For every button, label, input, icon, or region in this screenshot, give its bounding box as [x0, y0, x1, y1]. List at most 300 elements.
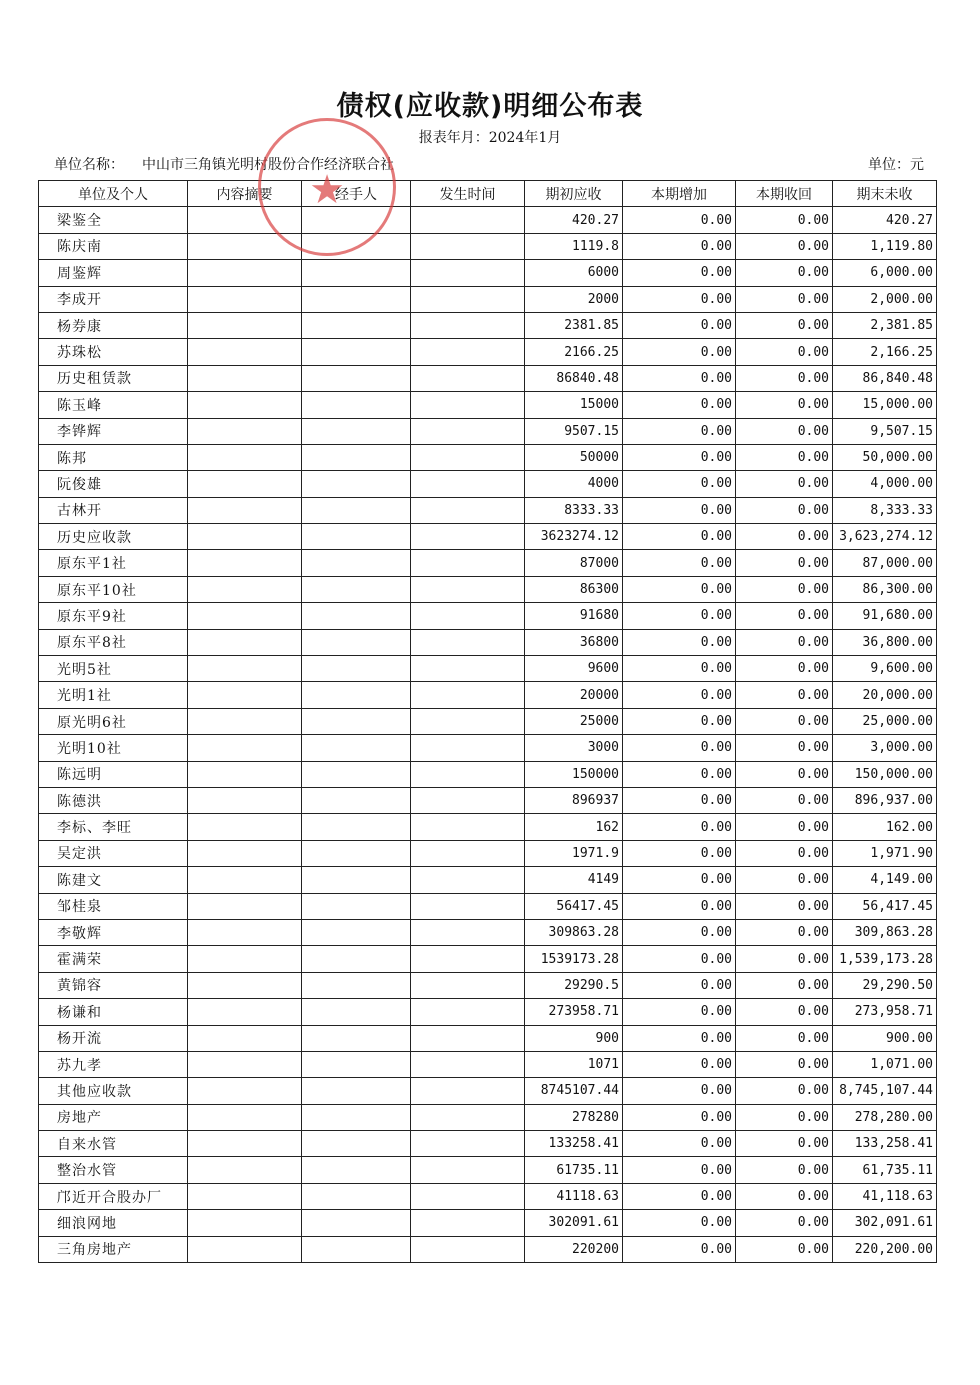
cell-date: [411, 550, 525, 576]
cell-entity: 邝近开合股办厂: [39, 1183, 188, 1209]
cell-entity: 陈邦: [39, 444, 188, 470]
cell-entity: 李铧辉: [39, 418, 188, 444]
cell-handler: [302, 787, 411, 813]
cell-handler: [302, 260, 411, 286]
cell-increase: 0.00: [623, 550, 736, 576]
cell-date: [411, 1131, 525, 1157]
table-row: [39, 972, 937, 998]
cell-recovered: 0.00: [736, 1210, 833, 1236]
cell-summary: [188, 1210, 302, 1236]
cell-summary: [188, 840, 302, 866]
cell-opening: 302091.61: [525, 1210, 623, 1236]
unit-name-label: 单位名称：: [54, 157, 124, 173]
table-row: [39, 1183, 937, 1209]
table-row: [39, 207, 937, 233]
cell-entity: 李标、李旺: [39, 814, 188, 840]
cell-entity: 周鉴辉: [39, 260, 188, 286]
cell-opening: 278280: [525, 1104, 623, 1130]
cell-entity: 原东平1社: [39, 550, 188, 576]
cell-date: [411, 972, 525, 998]
cell-increase: 0.00: [623, 524, 736, 550]
cell-opening: 896937: [525, 787, 623, 813]
cell-recovered: 0.00: [736, 708, 833, 734]
cell-closing: 2,000.00: [833, 286, 937, 312]
cell-increase: 0.00: [623, 365, 736, 391]
table-row: [39, 999, 937, 1025]
cell-recovered: 0.00: [736, 1051, 833, 1077]
cell-summary: [188, 444, 302, 470]
cell-increase: 0.00: [623, 1078, 736, 1104]
cell-closing: 9,600.00: [833, 656, 937, 682]
cell-entity: 陈玉峰: [39, 392, 188, 418]
cell-opening: 309863.28: [525, 919, 623, 945]
table-row: [39, 814, 937, 840]
cell-handler: [302, 1236, 411, 1262]
cell-opening: 36800: [525, 629, 623, 655]
cell-closing: 61,735.11: [833, 1157, 937, 1183]
col-header-handler: 经手人: [302, 181, 411, 207]
cell-closing: 6,000.00: [833, 260, 937, 286]
cell-opening: 25000: [525, 708, 623, 734]
unit-name-line: [54, 154, 394, 174]
cell-summary: [188, 603, 302, 629]
cell-recovered: 0.00: [736, 761, 833, 787]
cell-recovered: 0.00: [736, 919, 833, 945]
table-row: [39, 524, 937, 550]
cell-recovered: 0.00: [736, 682, 833, 708]
cell-closing: 2,381.85: [833, 312, 937, 338]
cell-recovered: 0.00: [736, 867, 833, 893]
cell-recovered: 0.00: [736, 946, 833, 972]
cell-entity: 原东平8社: [39, 629, 188, 655]
cell-summary: [188, 1051, 302, 1077]
cell-handler: [302, 1025, 411, 1051]
cell-opening: 900: [525, 1025, 623, 1051]
cell-recovered: 0.00: [736, 550, 833, 576]
cell-opening: 86840.48: [525, 365, 623, 391]
cell-handler: [302, 629, 411, 655]
table-row: [39, 1104, 937, 1130]
cell-opening: 9507.15: [525, 418, 623, 444]
cell-handler: [302, 1051, 411, 1077]
cell-closing: 86,840.48: [833, 365, 937, 391]
cell-recovered: 0.00: [736, 471, 833, 497]
cell-closing: 309,863.28: [833, 919, 937, 945]
cell-recovered: 0.00: [736, 339, 833, 365]
cell-summary: [188, 682, 302, 708]
cell-date: [411, 233, 525, 259]
cell-date: [411, 312, 525, 338]
cell-summary: [188, 312, 302, 338]
cell-increase: 0.00: [623, 207, 736, 233]
cell-entity: 原东平10社: [39, 576, 188, 602]
cell-entity: 房地产: [39, 1104, 188, 1130]
table-row: [39, 1236, 937, 1262]
cell-increase: 0.00: [623, 682, 736, 708]
cell-entity: 邹桂泉: [39, 893, 188, 919]
cell-closing: 2,166.25: [833, 339, 937, 365]
table-row: [39, 629, 937, 655]
cell-entity: 杨开流: [39, 1025, 188, 1051]
cell-date: [411, 761, 525, 787]
cell-recovered: 0.00: [736, 365, 833, 391]
cell-entity: 陈远明: [39, 761, 188, 787]
cell-opening: 273958.71: [525, 999, 623, 1025]
cell-opening: 1539173.28: [525, 946, 623, 972]
cell-recovered: 0.00: [736, 260, 833, 286]
cell-entity: 其他应收款: [39, 1078, 188, 1104]
cell-entity: 陈建文: [39, 867, 188, 893]
cell-handler: [302, 1183, 411, 1209]
cell-opening: 29290.5: [525, 972, 623, 998]
cell-closing: 91,680.00: [833, 603, 937, 629]
cell-date: [411, 682, 525, 708]
cell-date: [411, 787, 525, 813]
table-row: [39, 444, 937, 470]
table-row: [39, 233, 937, 259]
cell-handler: [302, 312, 411, 338]
cell-increase: 0.00: [623, 761, 736, 787]
col-header-recovered: 本期收回: [736, 181, 833, 207]
cell-recovered: 0.00: [736, 312, 833, 338]
cell-recovered: 0.00: [736, 497, 833, 523]
cell-increase: 0.00: [623, 260, 736, 286]
cell-handler: [302, 207, 411, 233]
cell-date: [411, 1051, 525, 1077]
cell-increase: 0.00: [623, 999, 736, 1025]
cell-opening: 220200: [525, 1236, 623, 1262]
cell-date: [411, 524, 525, 550]
cell-recovered: 0.00: [736, 814, 833, 840]
cell-summary: [188, 260, 302, 286]
cell-closing: 3,623,274.12: [833, 524, 937, 550]
cell-increase: 0.00: [623, 1157, 736, 1183]
cell-summary: [188, 656, 302, 682]
cell-closing: 220,200.00: [833, 1236, 937, 1262]
cell-opening: 150000: [525, 761, 623, 787]
cell-handler: [302, 735, 411, 761]
cell-summary: [188, 814, 302, 840]
cell-closing: 3,000.00: [833, 735, 937, 761]
cell-summary: [188, 233, 302, 259]
cell-closing: 4,149.00: [833, 867, 937, 893]
table-row: [39, 787, 937, 813]
cell-entity: 苏珠松: [39, 339, 188, 365]
cell-summary: [188, 893, 302, 919]
cell-increase: 0.00: [623, 787, 736, 813]
cell-date: [411, 497, 525, 523]
cell-closing: 8,745,107.44: [833, 1078, 937, 1104]
cell-handler: [302, 840, 411, 866]
cell-handler: [302, 444, 411, 470]
cell-date: [411, 1104, 525, 1130]
cell-date: [411, 1157, 525, 1183]
cell-recovered: 0.00: [736, 999, 833, 1025]
cell-entity: 整治水管: [39, 1157, 188, 1183]
col-header-summary: 内容摘要: [188, 181, 302, 207]
cell-increase: 0.00: [623, 708, 736, 734]
cell-entity: 李成开: [39, 286, 188, 312]
cell-date: [411, 365, 525, 391]
cell-handler: [302, 603, 411, 629]
table-row: [39, 919, 937, 945]
cell-opening: 4000: [525, 471, 623, 497]
table-row: [39, 867, 937, 893]
cell-closing: 8,333.33: [833, 497, 937, 523]
cell-increase: 0.00: [623, 392, 736, 418]
cell-increase: 0.00: [623, 286, 736, 312]
cell-handler: [302, 576, 411, 602]
table-row: [39, 1157, 937, 1183]
cell-summary: [188, 207, 302, 233]
cell-handler: [302, 1078, 411, 1104]
cell-entity: 细浪网地: [39, 1210, 188, 1236]
cell-increase: 0.00: [623, 840, 736, 866]
table-row: [39, 1210, 937, 1236]
cell-increase: 0.00: [623, 1025, 736, 1051]
table-row: [39, 840, 937, 866]
cell-handler: [302, 524, 411, 550]
cell-closing: 25,000.00: [833, 708, 937, 734]
cell-recovered: 0.00: [736, 233, 833, 259]
cell-handler: [302, 418, 411, 444]
cell-opening: 1119.8: [525, 233, 623, 259]
cell-summary: [188, 550, 302, 576]
currency-unit: 单位：元: [868, 157, 924, 173]
cell-closing: 9,507.15: [833, 418, 937, 444]
cell-entity: 历史租赁款: [39, 365, 188, 391]
page-title: 债权(应收款)明细公布表: [336, 91, 644, 122]
table-row: [39, 708, 937, 734]
table-row: [39, 761, 937, 787]
cell-opening: 133258.41: [525, 1131, 623, 1157]
cell-handler: [302, 1157, 411, 1183]
cell-recovered: 0.00: [736, 629, 833, 655]
cell-opening: 1971.9: [525, 840, 623, 866]
cell-handler: [302, 365, 411, 391]
cell-summary: [188, 787, 302, 813]
cell-increase: 0.00: [623, 735, 736, 761]
cell-summary: [188, 1025, 302, 1051]
cell-opening: 2000: [525, 286, 623, 312]
cell-handler: [302, 392, 411, 418]
cell-summary: [188, 735, 302, 761]
cell-entity: 苏九孝: [39, 1051, 188, 1077]
cell-opening: 20000: [525, 682, 623, 708]
cell-recovered: 0.00: [736, 1104, 833, 1130]
cell-recovered: 0.00: [736, 735, 833, 761]
cell-recovered: 0.00: [736, 444, 833, 470]
cell-recovered: 0.00: [736, 840, 833, 866]
cell-increase: 0.00: [623, 418, 736, 444]
cell-recovered: 0.00: [736, 893, 833, 919]
cell-increase: 0.00: [623, 497, 736, 523]
cell-date: [411, 656, 525, 682]
cell-summary: [188, 761, 302, 787]
cell-closing: 56,417.45: [833, 893, 937, 919]
cell-entity: 自来水管: [39, 1131, 188, 1157]
cell-handler: [302, 946, 411, 972]
cell-summary: [188, 576, 302, 602]
col-header-closing: 期末未收: [833, 181, 937, 207]
report-period: 报表年月：2024年1月: [418, 130, 562, 146]
cell-opening: 8745107.44: [525, 1078, 623, 1104]
cell-date: [411, 919, 525, 945]
cell-opening: 4149: [525, 867, 623, 893]
cell-summary: [188, 365, 302, 391]
cell-summary: [188, 392, 302, 418]
cell-increase: 0.00: [623, 656, 736, 682]
cell-opening: 9600: [525, 656, 623, 682]
cell-closing: 20,000.00: [833, 682, 937, 708]
cell-date: [411, 260, 525, 286]
cell-handler: [302, 1104, 411, 1130]
cell-date: [411, 867, 525, 893]
cell-summary: [188, 708, 302, 734]
cell-entity: 光明1社: [39, 682, 188, 708]
cell-date: [411, 999, 525, 1025]
cell-handler: [302, 471, 411, 497]
cell-increase: 0.00: [623, 1183, 736, 1209]
cell-closing: 41,118.63: [833, 1183, 937, 1209]
cell-closing: 1,071.00: [833, 1051, 937, 1077]
cell-handler: [302, 286, 411, 312]
cell-increase: 0.00: [623, 919, 736, 945]
cell-opening: 61735.11: [525, 1157, 623, 1183]
cell-closing: 1,971.90: [833, 840, 937, 866]
cell-entity: 梁鉴全: [39, 207, 188, 233]
cell-summary: [188, 972, 302, 998]
cell-summary: [188, 1131, 302, 1157]
cell-handler: [302, 999, 411, 1025]
cell-recovered: 0.00: [736, 603, 833, 629]
table-row: [39, 735, 937, 761]
cell-increase: 0.00: [623, 1131, 736, 1157]
table-body: [39, 207, 937, 1263]
cell-increase: 0.00: [623, 1236, 736, 1262]
cell-summary: [188, 999, 302, 1025]
seal-star-icon: ★: [309, 166, 345, 213]
cell-date: [411, 603, 525, 629]
cell-opening: 87000: [525, 550, 623, 576]
cell-closing: 1,539,173.28: [833, 946, 937, 972]
cell-increase: 0.00: [623, 444, 736, 470]
col-header-entity: 单位及个人: [39, 181, 188, 207]
cell-opening: 15000: [525, 392, 623, 418]
cell-date: [411, 1078, 525, 1104]
cell-date: [411, 708, 525, 734]
cell-closing: 87,000.00: [833, 550, 937, 576]
cell-increase: 0.00: [623, 946, 736, 972]
cell-increase: 0.00: [623, 1051, 736, 1077]
table-row: [39, 1078, 937, 1104]
cell-handler: [302, 1131, 411, 1157]
cell-increase: 0.00: [623, 1210, 736, 1236]
cell-summary: [188, 1104, 302, 1130]
cell-opening: 8333.33: [525, 497, 623, 523]
cell-opening: 420.27: [525, 207, 623, 233]
cell-increase: 0.00: [623, 233, 736, 259]
cell-recovered: 0.00: [736, 787, 833, 813]
cell-date: [411, 893, 525, 919]
cell-entity: 古林开: [39, 497, 188, 523]
table-row: [39, 893, 937, 919]
cell-date: [411, 1210, 525, 1236]
cell-recovered: 0.00: [736, 524, 833, 550]
cell-opening: 86300: [525, 576, 623, 602]
cell-recovered: 0.00: [736, 1157, 833, 1183]
table-row: [39, 497, 937, 523]
cell-closing: 29,290.50: [833, 972, 937, 998]
receivables-table: [38, 180, 937, 1263]
cell-increase: 0.00: [623, 867, 736, 893]
cell-summary: [188, 471, 302, 497]
cell-entity: 光明10社: [39, 735, 188, 761]
cell-recovered: 0.00: [736, 1236, 833, 1262]
cell-handler: [302, 972, 411, 998]
cell-closing: 302,091.61: [833, 1210, 937, 1236]
cell-increase: 0.00: [623, 312, 736, 338]
cell-summary: [188, 339, 302, 365]
cell-summary: [188, 497, 302, 523]
cell-entity: 原东平9社: [39, 603, 188, 629]
cell-summary: [188, 418, 302, 444]
cell-closing: 4,000.00: [833, 471, 937, 497]
cell-recovered: 0.00: [736, 576, 833, 602]
cell-entity: 陈德洪: [39, 787, 188, 813]
table-row: [39, 1131, 937, 1157]
cell-date: [411, 840, 525, 866]
cell-handler: [302, 708, 411, 734]
cell-handler: [302, 893, 411, 919]
cell-opening: 91680: [525, 603, 623, 629]
cell-increase: 0.00: [623, 1104, 736, 1130]
cell-increase: 0.00: [623, 972, 736, 998]
cell-summary: [188, 1236, 302, 1262]
cell-opening: 2166.25: [525, 339, 623, 365]
cell-date: [411, 576, 525, 602]
cell-handler: [302, 919, 411, 945]
cell-entity: 杨谦和: [39, 999, 188, 1025]
cell-date: [411, 1183, 525, 1209]
table-row: [39, 392, 937, 418]
table-row: [39, 365, 937, 391]
cell-summary: [188, 867, 302, 893]
table-row: [39, 682, 937, 708]
cell-summary: [188, 524, 302, 550]
cell-date: [411, 629, 525, 655]
cell-recovered: 0.00: [736, 286, 833, 312]
col-header-date: 发生时间: [411, 181, 525, 207]
table-row: [39, 418, 937, 444]
cell-closing: 420.27: [833, 207, 937, 233]
table-row: [39, 576, 937, 602]
cell-recovered: 0.00: [736, 972, 833, 998]
table-row: [39, 656, 937, 682]
cell-opening: 3623274.12: [525, 524, 623, 550]
cell-closing: 900.00: [833, 1025, 937, 1051]
cell-entity: 原光明6社: [39, 708, 188, 734]
cell-summary: [188, 946, 302, 972]
table-row: [39, 1051, 937, 1077]
cell-closing: 133,258.41: [833, 1131, 937, 1157]
cell-recovered: 0.00: [736, 656, 833, 682]
cell-entity: 杨券康: [39, 312, 188, 338]
cell-closing: 273,958.71: [833, 999, 937, 1025]
cell-increase: 0.00: [623, 471, 736, 497]
col-header-opening: 期初应收: [525, 181, 623, 207]
unit-name-value: 中山市三角镇光明村股份合作经济联合社: [142, 157, 394, 173]
